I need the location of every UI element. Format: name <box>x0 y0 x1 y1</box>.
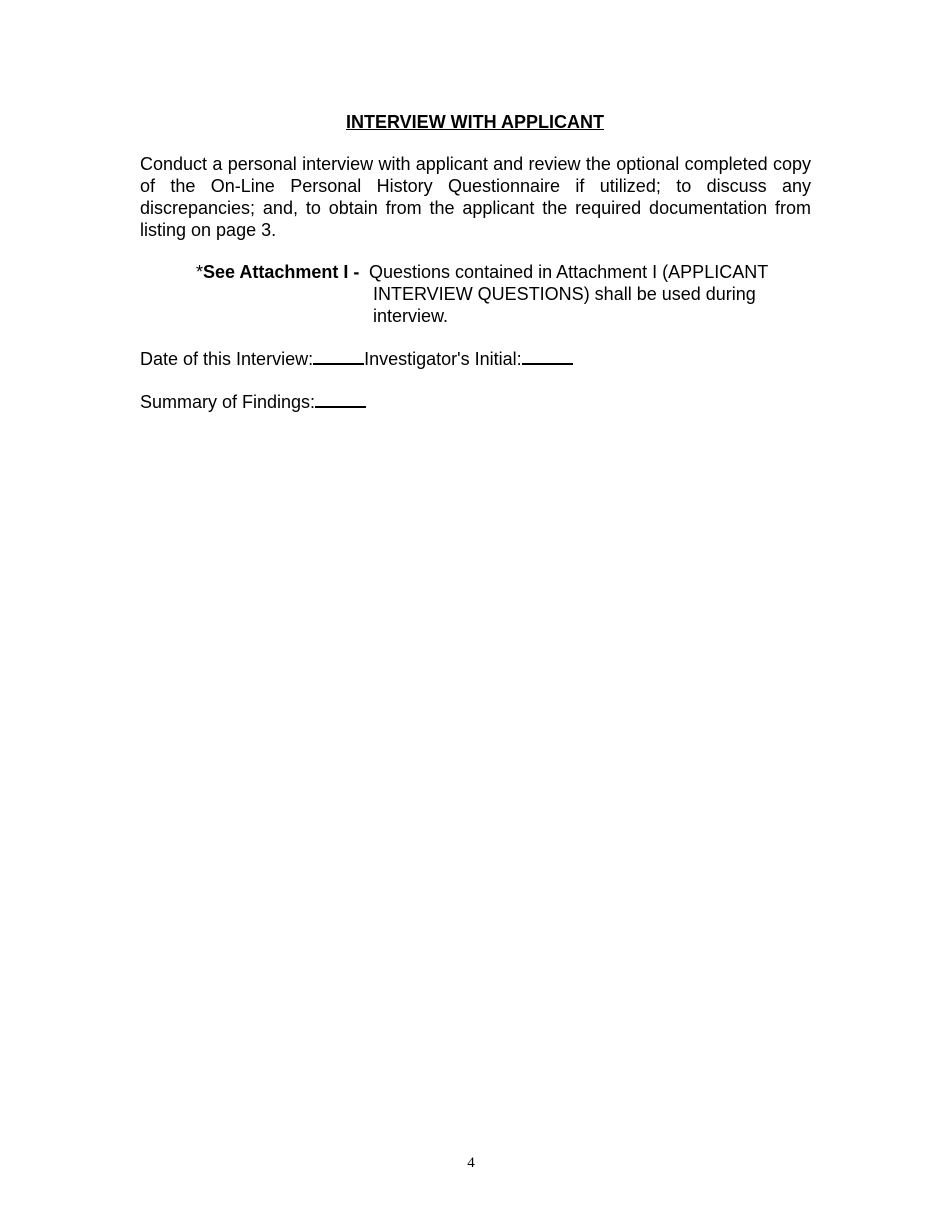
date-blank[interactable] <box>313 347 364 365</box>
initial-label: Investigator's Initial: <box>364 349 522 369</box>
intro-paragraph: Conduct a personal interview with applicant and review the optional completed copy of the On-Line Personal History Questionnaire if utilized; to discuss any discrepancies; and, to obtain from the applicant the required documentation from listing on page 3. <box>140 154 811 240</box>
initial-blank[interactable] <box>522 347 573 365</box>
attachment-prefix: * <box>196 262 204 282</box>
summary-blank[interactable] <box>315 390 366 408</box>
interview-date-line <box>140 347 573 370</box>
date-label: Date of this Interview: <box>140 349 314 369</box>
attachment-label: See Attachment I - <box>203 262 360 282</box>
page-title: INTERVIEW WITH APPLICANT <box>346 112 604 132</box>
summary-line <box>140 390 366 413</box>
page-number: 4 <box>467 1155 475 1171</box>
attachment-lead <box>196 261 359 283</box>
attachment-note-text: Questions contained in Attachment I (APPLICANT INTERVIEW QUESTIONS) shall be used during interview. <box>369 262 768 326</box>
summary-label: Summary of Findings: <box>140 392 316 412</box>
